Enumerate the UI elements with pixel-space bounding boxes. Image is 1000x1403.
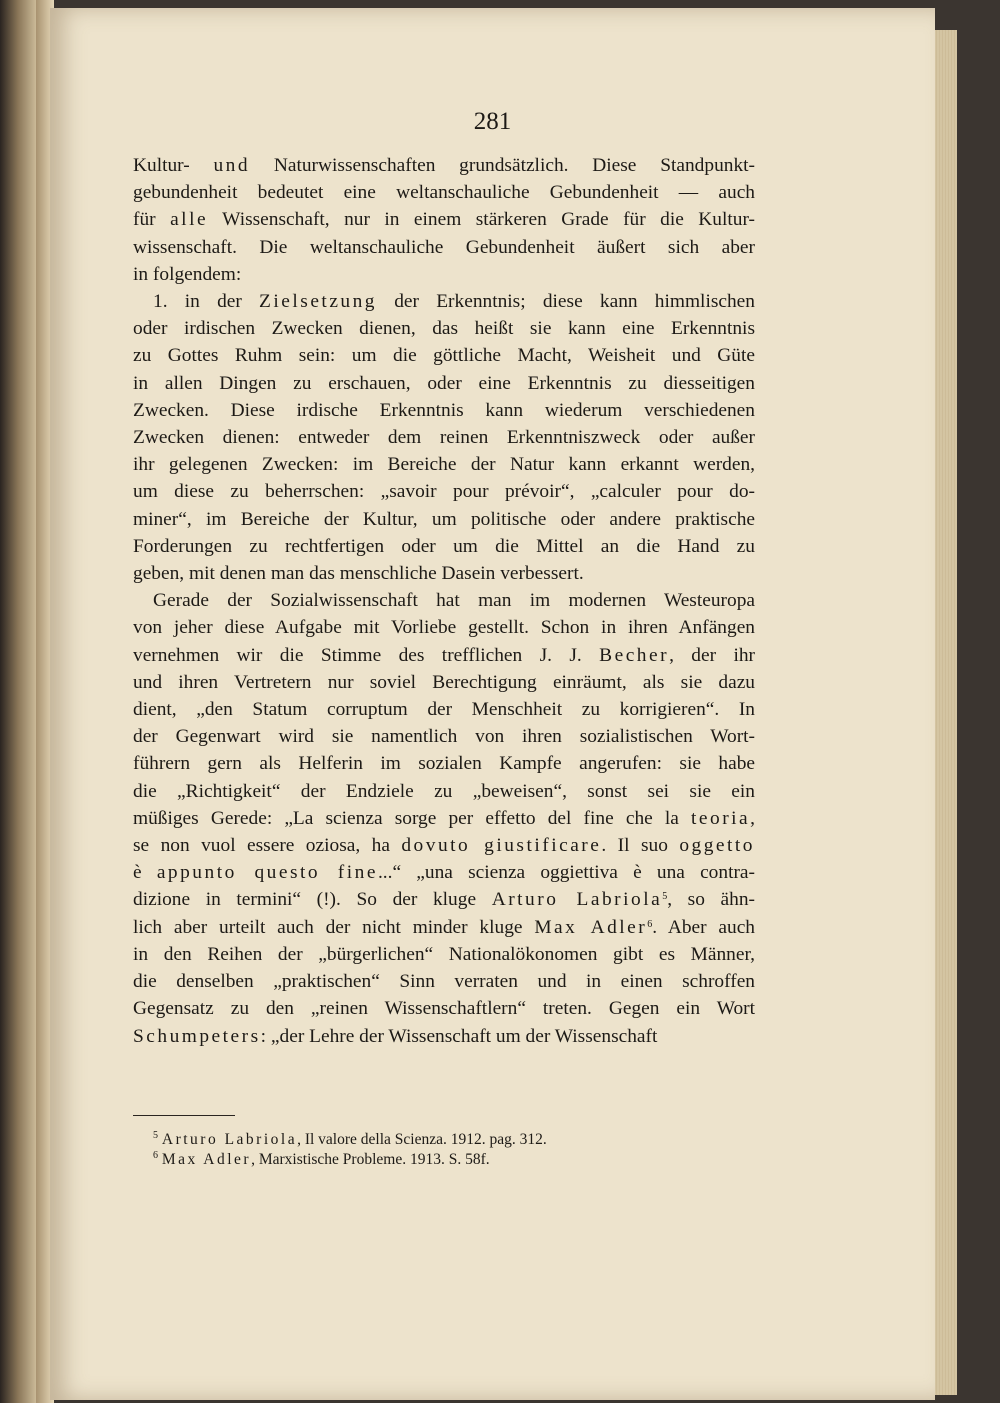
body-text-line <box>133 288 755 315</box>
text-segment: Becher <box>599 644 670 666</box>
page-number: 281 <box>473 108 512 135</box>
body-text-line <box>133 696 755 723</box>
text-segment: teoria <box>691 807 751 829</box>
body-text-line <box>133 723 755 750</box>
text-segment: se non vuol essere oziosa, ha <box>133 835 402 857</box>
text-segment: in den Reihen der „bürgerlichen“ Nationalökonomen gibt es Männer, <box>133 943 755 965</box>
body-text-line <box>133 451 755 478</box>
text-segment: Zielsetzung <box>259 291 378 313</box>
body-text-line <box>133 614 755 641</box>
body-text-line <box>133 315 755 342</box>
footnote-marker: 5 <box>662 891 668 903</box>
text-segment: Zwecken dienen: entweder dem reinen Erkenntniszweck oder außer <box>133 427 755 449</box>
text-segment: der Erkenntnis; diese kann himmlischen <box>377 291 755 313</box>
text-segment: um diese zu beherrschen: „savoir pour prévoir“, „calculer pour do- <box>133 481 755 503</box>
body-text-line <box>133 642 755 669</box>
body-text-line <box>133 478 755 505</box>
body-text-line <box>133 342 755 369</box>
text-segment: in allen Dingen zu erschauen, oder eine Erkenntnis zu diesseitigen <box>133 372 755 394</box>
body-text-line <box>133 424 755 451</box>
text-segment: ihr gelegenen Zwecken: im Bereiche der Natur kann erkannt werden, <box>133 454 755 476</box>
text-segment: oggetto <box>679 835 755 857</box>
text-segment: oder irdischen Zwecken dienen, das heißt sie kann eine Erkenntnis <box>133 318 755 340</box>
body-text-line <box>133 968 755 995</box>
footnote-line <box>133 1130 753 1150</box>
text-segment: Wissenschaft, nur in einem stärkeren Grade für die Kultur- <box>208 209 755 231</box>
text-segment: dovuto giustificare <box>401 835 602 857</box>
text-segment: Gegensatz zu den „reinen Wissenschaftlern“ treten. Gegen ein Wort <box>133 998 755 1020</box>
text-segment: und ihren Vertretern nur soviel Berechtigung einräumt, als sie dazu <box>133 671 755 693</box>
text-segment: die „Richtigkeit“ der Endziele zu „beweisen“, sonst sei sie ein <box>133 780 755 802</box>
text-segment: Kultur- <box>133 155 214 176</box>
footnote-marker: 6 <box>647 918 653 930</box>
body-text-line <box>133 995 755 1022</box>
body-text-line <box>133 859 755 886</box>
text-segment: Zwecken. Diese irdische Erkenntnis kann wiederum verschiedenen <box>133 399 755 421</box>
body-text-line <box>133 832 755 859</box>
text-segment: die denselben „praktischen“ Sinn verraten und in einen schroffen <box>133 971 755 993</box>
text-segment: und <box>213 155 251 176</box>
text-segment: alle <box>170 209 209 231</box>
footnote-rule <box>133 1115 235 1116</box>
text-segment: , der ihr <box>669 644 755 666</box>
body-text-line <box>133 778 755 805</box>
text-segment: 1. in der <box>153 291 260 313</box>
text-segment: , <box>750 807 755 829</box>
body-text-line <box>133 152 755 179</box>
text-segment: Max Adler <box>534 916 648 938</box>
body-text-line <box>133 397 755 424</box>
body-text-line <box>133 179 755 206</box>
body-text <box>133 152 755 1050</box>
body-text-line <box>133 533 755 560</box>
page-stack-edge <box>935 30 957 1395</box>
text-segment: è <box>133 862 157 884</box>
body-text-line <box>133 560 755 587</box>
text-segment: Gerade der Sozialwissenschaft hat man im modernen Westeuropa <box>153 590 755 612</box>
text-segment: Arturo Labriola <box>161 1131 298 1148</box>
text-segment: ...“ „una scienza oggiettiva è una contra- <box>377 862 755 884</box>
text-segment: müßiges Gerede: „La scienza sorge per effetto del fine che la <box>133 807 691 829</box>
text-segment: , Marxistische Probleme. 1913. S. 58f. <box>251 1151 490 1168</box>
facing-page-edge <box>0 0 40 1403</box>
text-segment: wissenschaft. Die weltanschauliche Gebundenheit äußert sich aber <box>133 236 755 258</box>
text-segment: Forderungen zu rechtfertigen oder um die Mittel an die Hand zu <box>133 535 755 557</box>
text-segment: miner“, im Bereiche der Kultur, um politische oder andere praktische <box>133 508 755 530</box>
text-segment: appunto questo fine <box>156 862 378 884</box>
text-segment: führern gern als Helferin im sozialen Kampfe angerufen: sie habe <box>133 753 755 775</box>
body-text-line <box>133 1023 755 1050</box>
text-segment: Schumpeters <box>133 1025 261 1047</box>
footnote-line <box>133 1150 753 1170</box>
body-text-line <box>133 234 755 261</box>
text-segment: : „der Lehre der Wissenschaft um der Wissenschaft <box>260 1025 658 1047</box>
text-segment: lich aber urteilt auch der nicht minder kluge <box>133 916 535 938</box>
text-segment: geben, mit denen man das menschliche Dasein verbessert. <box>133 563 584 585</box>
footnote-marker: 6 <box>153 1150 158 1161</box>
body-text-line <box>133 206 755 233</box>
body-text-line <box>133 669 755 696</box>
text-segment: Max Adler <box>161 1151 252 1168</box>
text-segment: für <box>133 209 171 231</box>
book-page <box>50 8 935 1400</box>
body-text-line <box>133 587 755 614</box>
body-text-line <box>133 506 755 533</box>
text-segment: dizione in termini“ (!). So der kluge <box>133 889 492 911</box>
body-text-line <box>133 941 755 968</box>
body-text-line <box>133 886 755 913</box>
body-text-line <box>133 805 755 832</box>
text-segment: Arturo Labriola <box>491 889 663 911</box>
text-segment: . Il suo <box>601 835 680 857</box>
text-segment: in folgendem: <box>133 263 242 285</box>
body-text-line <box>133 750 755 777</box>
text-segment: . Aber auch <box>652 916 755 938</box>
text-segment: vernehmen wir die Stimme des trefflichen J. J. <box>133 644 600 666</box>
text-segment: Naturwissenschaften grundsätzlich. Diese Standpunkt- <box>250 155 755 176</box>
text-segment: dient, „den Statum corruptum der Menschheit zu korrigieren“. In <box>133 699 755 721</box>
text-segment: gebundenheit bedeutet eine weltanschauliche Gebundenheit — auch <box>133 182 755 204</box>
footnote-marker: 5 <box>153 1130 158 1141</box>
footnotes <box>133 1130 753 1170</box>
text-segment: der Gegenwart wird sie namentlich von ihren sozialistischen Wort- <box>133 726 755 748</box>
text-segment: , Il valore della Scienza. 1912. pag. 312. <box>297 1131 547 1148</box>
body-text-line <box>133 370 755 397</box>
text-segment: zu Gottes Ruhm sein: um die göttliche Macht, Weisheit und Güte <box>133 345 755 367</box>
body-text-line <box>133 261 755 288</box>
body-text-line <box>133 914 755 941</box>
text-segment: , so ähn- <box>667 889 755 911</box>
text-segment: von jeher diese Aufgabe mit Vorliebe gestellt. Schon in ihren Anfängen <box>133 617 755 639</box>
